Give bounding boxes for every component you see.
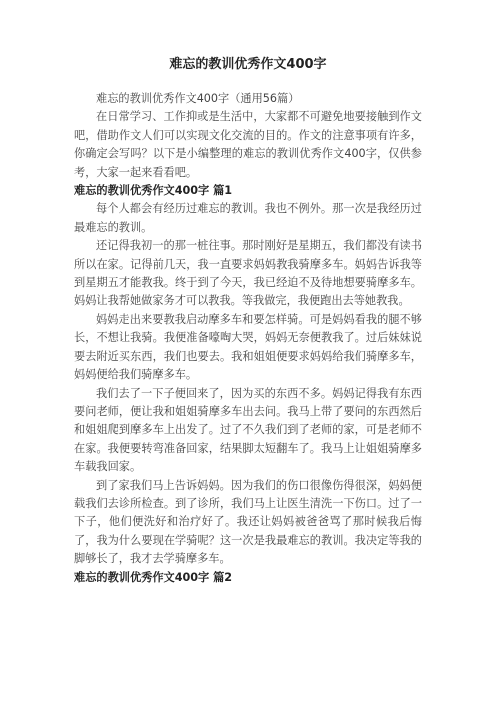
body-paragraph: 我们去了一下子便回来了，因为买的东西不多。妈妈记得我有东西要问老师，便让我和姐姐骑摩多车出去问。我马上带了要问的东西然后和姐姐爬到摩多车上出发了。过了不久我们到了老师的家，可是老师不在家。我便要转弯准备回家，结果脚太短翻车了。我马上让姐姐骑摩多车载我回家。 xyxy=(74,386,422,474)
intro-paragraph: 在日常学习、工作抑或是生活中，大家都不可避免地要接触到作文吧，借助作文人们可以实现文化交流的目的。作文的注意事项有许多，你确定会写吗？以下是小编整理的难忘的教训优秀作文400字，仅供参考，大家一起来看看吧。 xyxy=(74,110,422,179)
body-paragraph: 还记得我初一的那一桩往事。那时刚好是星期五，我们都没有读书所以在家。记得前几天，我一直要求妈妈教我骑摩多车。妈妈告诉我等到星期五才能教我。终于到了今天，我已经迫不及待地想要骑摩多车。妈妈让我帮她做家务才可以教我。等我做完，我便跑出去等她教我。 xyxy=(74,239,422,308)
document-title: 难忘的教训优秀作文400字 xyxy=(169,57,327,72)
section-heading: 难忘的教训优秀作文400字 篇2 xyxy=(74,570,233,584)
intro-subtitle: 难忘的教训优秀作文400字（通用56篇） xyxy=(96,92,300,105)
body-paragraph: 妈妈走出来要教我启动摩多车和要怎样骑。可是妈妈看我的腿不够长，不想让我骑。我便准备嚎啕大哭，妈妈无奈便教我了。过后妹妹说要去附近买东西，我们也要去。我和姐姐便要求妈妈给我们骑摩多车，妈妈便给我们骑摩多车。 xyxy=(74,312,422,382)
document-body xyxy=(74,90,422,587)
body-paragraph: 到了家我们马上告诉妈妈。因为我们的伤口很像伤得很深，妈妈便载我们去诊所检查。到了诊所，我们马上让医生清洗一下伤口。过了一下子，他们便洗好和治疗好了。我还让妈妈被爸爸骂了那时候我后悔了，我为什么要现在学骑呢？这一次是我最难忘的教训。我决定等我的脚够长了，我才去学骑摩多车。 xyxy=(74,478,422,566)
body-paragraph: 每个人都会有经历过难忘的教训。我也不例外。那一次是我经历过最难忘的教训。 xyxy=(74,202,422,234)
section-heading: 难忘的教训优秀作文400字 篇1 xyxy=(74,184,233,198)
